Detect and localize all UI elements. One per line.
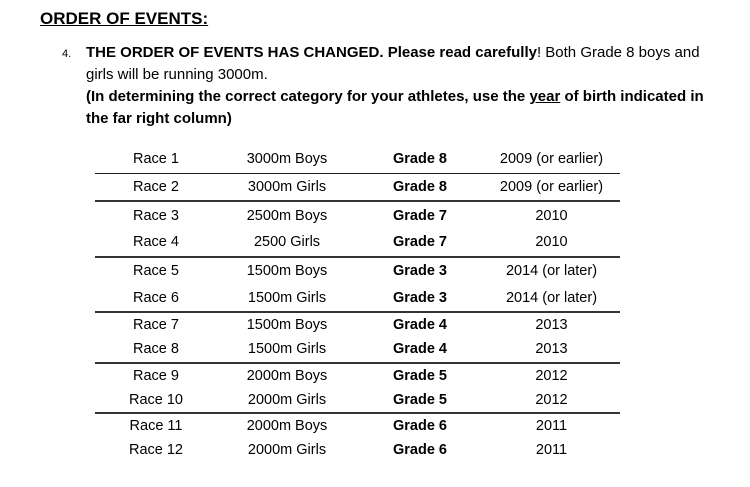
- event-cell: 2000m Boys: [217, 413, 357, 438]
- table-row: [95, 438, 620, 462]
- event-cell: 2000m Boys: [217, 363, 357, 388]
- race-cell: Race 4: [133, 234, 179, 251]
- birth-year-cell: 2014 (or later): [505, 289, 598, 306]
- category-instruction-text: (In determining the correct category for your athletes, use the: [86, 88, 526, 105]
- grade-cell: Grade 3: [393, 289, 447, 306]
- grade-cell: Grade 6: [357, 413, 483, 438]
- table-row: [95, 388, 620, 413]
- race-cell: Race 1: [133, 151, 179, 168]
- race-cell: Race 8: [133, 341, 179, 358]
- birth-year-cell: 2012: [535, 391, 568, 408]
- grade-cell: Grade 3: [357, 257, 483, 285]
- table-row: [95, 201, 620, 229]
- race-cell: Race 11: [95, 413, 217, 438]
- grade-cell: Grade 7: [393, 234, 447, 251]
- race-cell: Race 6: [133, 289, 179, 306]
- birth-year-cell: 2012: [483, 363, 620, 388]
- birth-year-cell: 2013: [483, 312, 620, 337]
- table-row: [95, 173, 620, 201]
- event-cell: 1500m Girls: [247, 341, 327, 358]
- grade-cell: Grade 4: [393, 341, 447, 358]
- table-row: [95, 312, 620, 337]
- race-cell: Race 5: [95, 257, 217, 285]
- table-row: [95, 363, 620, 388]
- grade-cell: Grade 5: [393, 391, 447, 408]
- birth-year-cell: 2011: [483, 413, 620, 438]
- event-cell: 3000m Boys: [246, 151, 328, 168]
- race-cell: Race 10: [128, 391, 183, 408]
- instructions-paragraph: [86, 42, 726, 130]
- emphasis-year: year: [529, 88, 561, 105]
- table-row: [95, 413, 620, 438]
- category-instruction-end: of birth indicated in the far right column): [86, 88, 704, 127]
- page-heading: ORDER OF EVENTS:: [40, 9, 209, 28]
- birth-year-cell: 2013: [535, 341, 568, 358]
- grade-cell: Grade 6: [393, 442, 447, 459]
- grade-cell: Grade 7: [357, 201, 483, 229]
- birth-year-cell: 2009 (or earlier): [499, 151, 604, 168]
- grade-cell: Grade 4: [357, 312, 483, 337]
- birth-year-cell: 2010: [483, 201, 620, 229]
- event-cell: 3000m Girls: [217, 173, 357, 201]
- order-of-events-table: [95, 146, 620, 462]
- event-cell: 2000m Girls: [247, 442, 327, 459]
- event-cell: 2500m Boys: [217, 201, 357, 229]
- birth-year-cell: 2014 (or later): [483, 257, 620, 285]
- event-cell: 1500m Boys: [217, 312, 357, 337]
- grade-cell: Grade 8: [393, 151, 447, 168]
- table-row: [95, 284, 620, 312]
- event-cell: 1500m Boys: [217, 257, 357, 285]
- event-cell: 1500m Girls: [247, 289, 327, 306]
- birth-year-cell: 2011: [535, 442, 568, 459]
- birth-year-cell: 2010: [535, 234, 568, 251]
- race-cell: Race 9: [95, 363, 217, 388]
- event-cell: 2000m Girls: [247, 391, 327, 408]
- table-row: [95, 229, 620, 257]
- grade-cell: Grade 8: [357, 173, 483, 201]
- birth-year-cell: 2009 (or earlier): [483, 173, 620, 201]
- race-cell: Race 12: [128, 442, 183, 459]
- event-cell: 2500 Girls: [253, 234, 321, 251]
- table-row: [95, 257, 620, 285]
- race-cell: Race 2: [95, 173, 217, 201]
- race-cell: Race 7: [95, 312, 217, 337]
- list-item-number: 4.: [62, 48, 72, 60]
- table-row: [95, 146, 620, 173]
- grade-cell: Grade 5: [357, 363, 483, 388]
- notice-text: THE ORDER OF EVENTS HAS CHANGED. Please read carefully: [86, 44, 537, 61]
- table-row: [95, 337, 620, 362]
- notice-detail-text: ! Both Grade 8 boys and girls will be running 3000m.: [86, 44, 700, 83]
- race-cell: Race 3: [95, 201, 217, 229]
